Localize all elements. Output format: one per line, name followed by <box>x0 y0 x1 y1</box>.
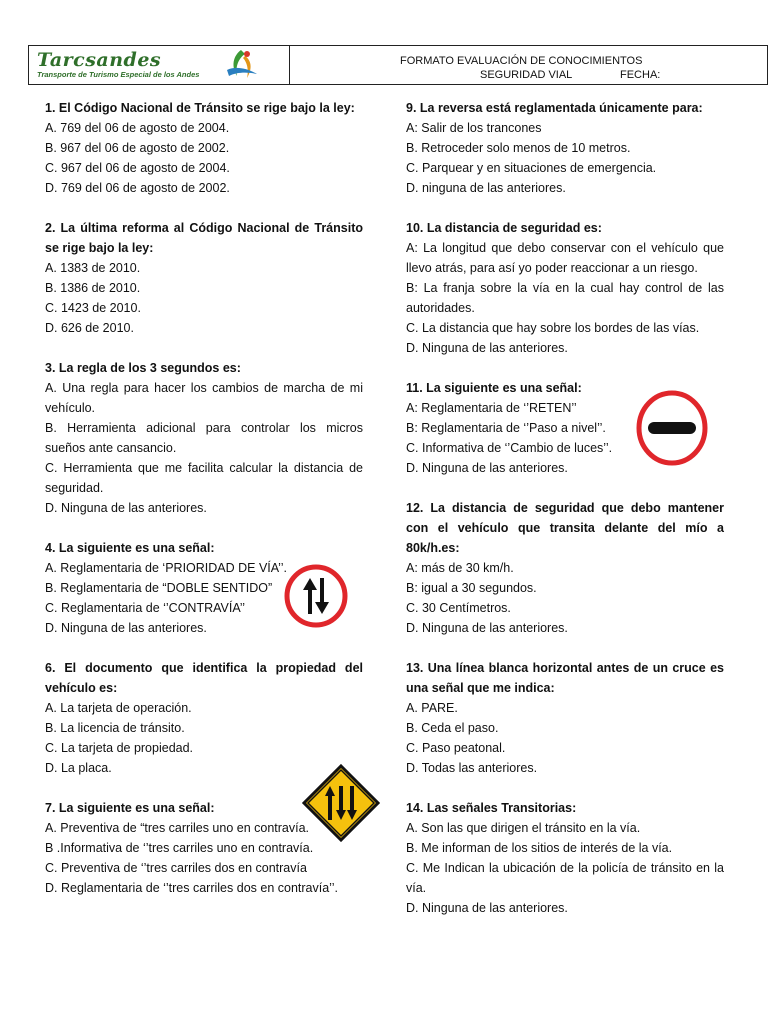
option: D. Ninguna de las anteriores. <box>406 621 568 635</box>
option: D. Ninguna de las anteriores. <box>406 901 568 915</box>
question-stem: 7. La siguiente es una señal: <box>45 801 215 815</box>
question-6 <box>45 658 363 778</box>
no-entry-sign-icon <box>636 390 708 466</box>
option: C. Me Indican la ubicación de la policía de tránsito en la vía. <box>406 861 724 895</box>
form-subtitle: SEGURIDAD VIAL <box>480 69 573 81</box>
option: D. La placa. <box>45 761 112 775</box>
option: B .Informativa de ‘’tres carriles uno en contravía. <box>45 841 314 855</box>
company-tagline: Transporte de Turismo Especial de los Andes <box>37 70 200 79</box>
option: A. Preventiva de “tres carriles uno en contravía. <box>45 821 310 835</box>
three-lanes-warning-sign-icon <box>302 764 380 842</box>
option: B. Herramienta adicional para controlar los micros sueños ante cansancio. <box>45 421 363 455</box>
question-stem: 4. La siguiente es una señal: <box>45 541 215 555</box>
company-logo-icon <box>223 48 259 82</box>
form-header <box>28 45 768 85</box>
question-stem: 12. La distancia de seguridad que debo mantener con el vehículo que transita delante del mío a 80k/h.es: <box>406 501 724 555</box>
option: C. 30 Centímetros. <box>406 601 511 615</box>
question-2 <box>45 218 363 338</box>
question-stem: 11. La siguiente es una señal: <box>406 381 582 395</box>
company-logo-text: Tarcsandes <box>37 49 162 71</box>
question-stem: 13. Una línea blanca horizontal antes de un cruce es una señal que me indica: <box>406 661 724 695</box>
question-stem: 9. La reversa está reglamentada únicamente para: <box>406 101 703 115</box>
option: B. 967 del 06 de agosto de 2002. <box>45 141 230 155</box>
question-1 <box>45 98 363 198</box>
date-label: FECHA: <box>620 69 661 81</box>
question-12 <box>406 498 724 638</box>
option: A. PARE. <box>406 701 458 715</box>
option: D. Todas las anteriores. <box>406 761 538 775</box>
option: D. Ninguna de las anteriores. <box>45 501 207 515</box>
option: B: Reglamentaria de ‘’Paso a nivel’’. <box>406 421 606 435</box>
option: A: más de 30 km/h. <box>406 561 514 575</box>
option: A: Reglamentaria de ‘’RETEN’’ <box>406 401 577 415</box>
option: D. Reglamentaria de ‘’tres carriles dos en contravía’’. <box>45 881 338 895</box>
option: D. ninguna de las anteriores. <box>406 181 566 195</box>
question-stem: 2. La última reforma al Código Nacional de Tránsito se rige bajo la ley: <box>45 221 363 255</box>
question-stem: 10. La distancia de seguridad es: <box>406 221 602 235</box>
option: C. Parquear y en situaciones de emergencia. <box>406 161 657 175</box>
option: B. Retroceder solo menos de 10 metros. <box>406 141 631 155</box>
logo-cell <box>29 46 290 84</box>
question-stem: 1. El Código Nacional de Tránsito se rige bajo la ley: <box>45 101 355 115</box>
right-column <box>406 98 724 938</box>
option: C. Paso peatonal. <box>406 741 506 755</box>
option: C. La tarjeta de propiedad. <box>45 741 194 755</box>
option: C. 967 del 06 de agosto de 2004. <box>45 161 230 175</box>
question-3 <box>45 358 363 518</box>
option: B. Ceda el paso. <box>406 721 499 735</box>
option: B: igual a 30 segundos. <box>406 581 537 595</box>
option: D. Ninguna de las anteriores. <box>406 341 568 355</box>
option: D. Ninguna de las anteriores. <box>45 621 207 635</box>
option: A: Salir de los trancones <box>406 121 542 135</box>
option: B: La franja sobre la vía en la cual hay control de las autoridades. <box>406 281 724 315</box>
option: C. Herramienta que me facilita calcular la distancia de seguridad. <box>45 461 363 495</box>
form-title-cell <box>290 46 767 84</box>
option: A. 769 del 06 de agosto de 2004. <box>45 121 230 135</box>
form-title: FORMATO EVALUACIÓN DE CONOCIMIENTOS <box>400 55 643 67</box>
option: D. Ninguna de las anteriores. <box>406 461 568 475</box>
option: B. Reglamentaria de “DOBLE SENTIDO” <box>45 581 273 595</box>
option: A. Son las que dirigen el tránsito en la vía. <box>406 821 641 835</box>
question-9 <box>406 98 724 198</box>
option: C. La distancia que hay sobre los bordes de las vías. <box>406 321 700 335</box>
option: C. Informativa de ‘’Cambio de luces’’. <box>406 441 613 455</box>
option: B. Me informan de los sitios de interés de la vía. <box>406 841 673 855</box>
option: A. Una regla para hacer los cambios de marcha de mi vehículo. <box>45 381 363 415</box>
option: B. 1386 de 2010. <box>45 281 141 295</box>
option: C. 1423 de 2010. <box>45 301 141 315</box>
option: D. 769 del 06 de agosto de 2002. <box>45 181 230 195</box>
option: B. La licencia de tránsito. <box>45 721 185 735</box>
option: D. 626 de 2010. <box>45 321 134 335</box>
question-10 <box>406 218 724 358</box>
option: C. Preventiva de ‘’tres carriles dos en contravía <box>45 861 307 875</box>
two-way-traffic-sign-icon <box>284 564 348 628</box>
option: A. La tarjeta de operación. <box>45 701 192 715</box>
question-13 <box>406 658 724 778</box>
question-stem: 14. Las señales Transitorias: <box>406 801 577 815</box>
option: A. 1383 de 2010. <box>45 261 141 275</box>
option: C. Reglamentaria de ‘’CONTRAVÍA’’ <box>45 601 246 615</box>
question-stem: 6. El documento que identifica la propiedad del vehículo es: <box>45 661 363 695</box>
option: A: La longitud que debo conservar con el vehículo que llevo atrás, para así yo poder reaccionar a un riesgo. <box>406 241 724 275</box>
question-stem: 3. La regla de los 3 segundos es: <box>45 361 241 375</box>
question-14 <box>406 798 724 918</box>
option: A. Reglamentaria de ‘PRIORIDAD DE VÍA’’. <box>45 561 287 575</box>
